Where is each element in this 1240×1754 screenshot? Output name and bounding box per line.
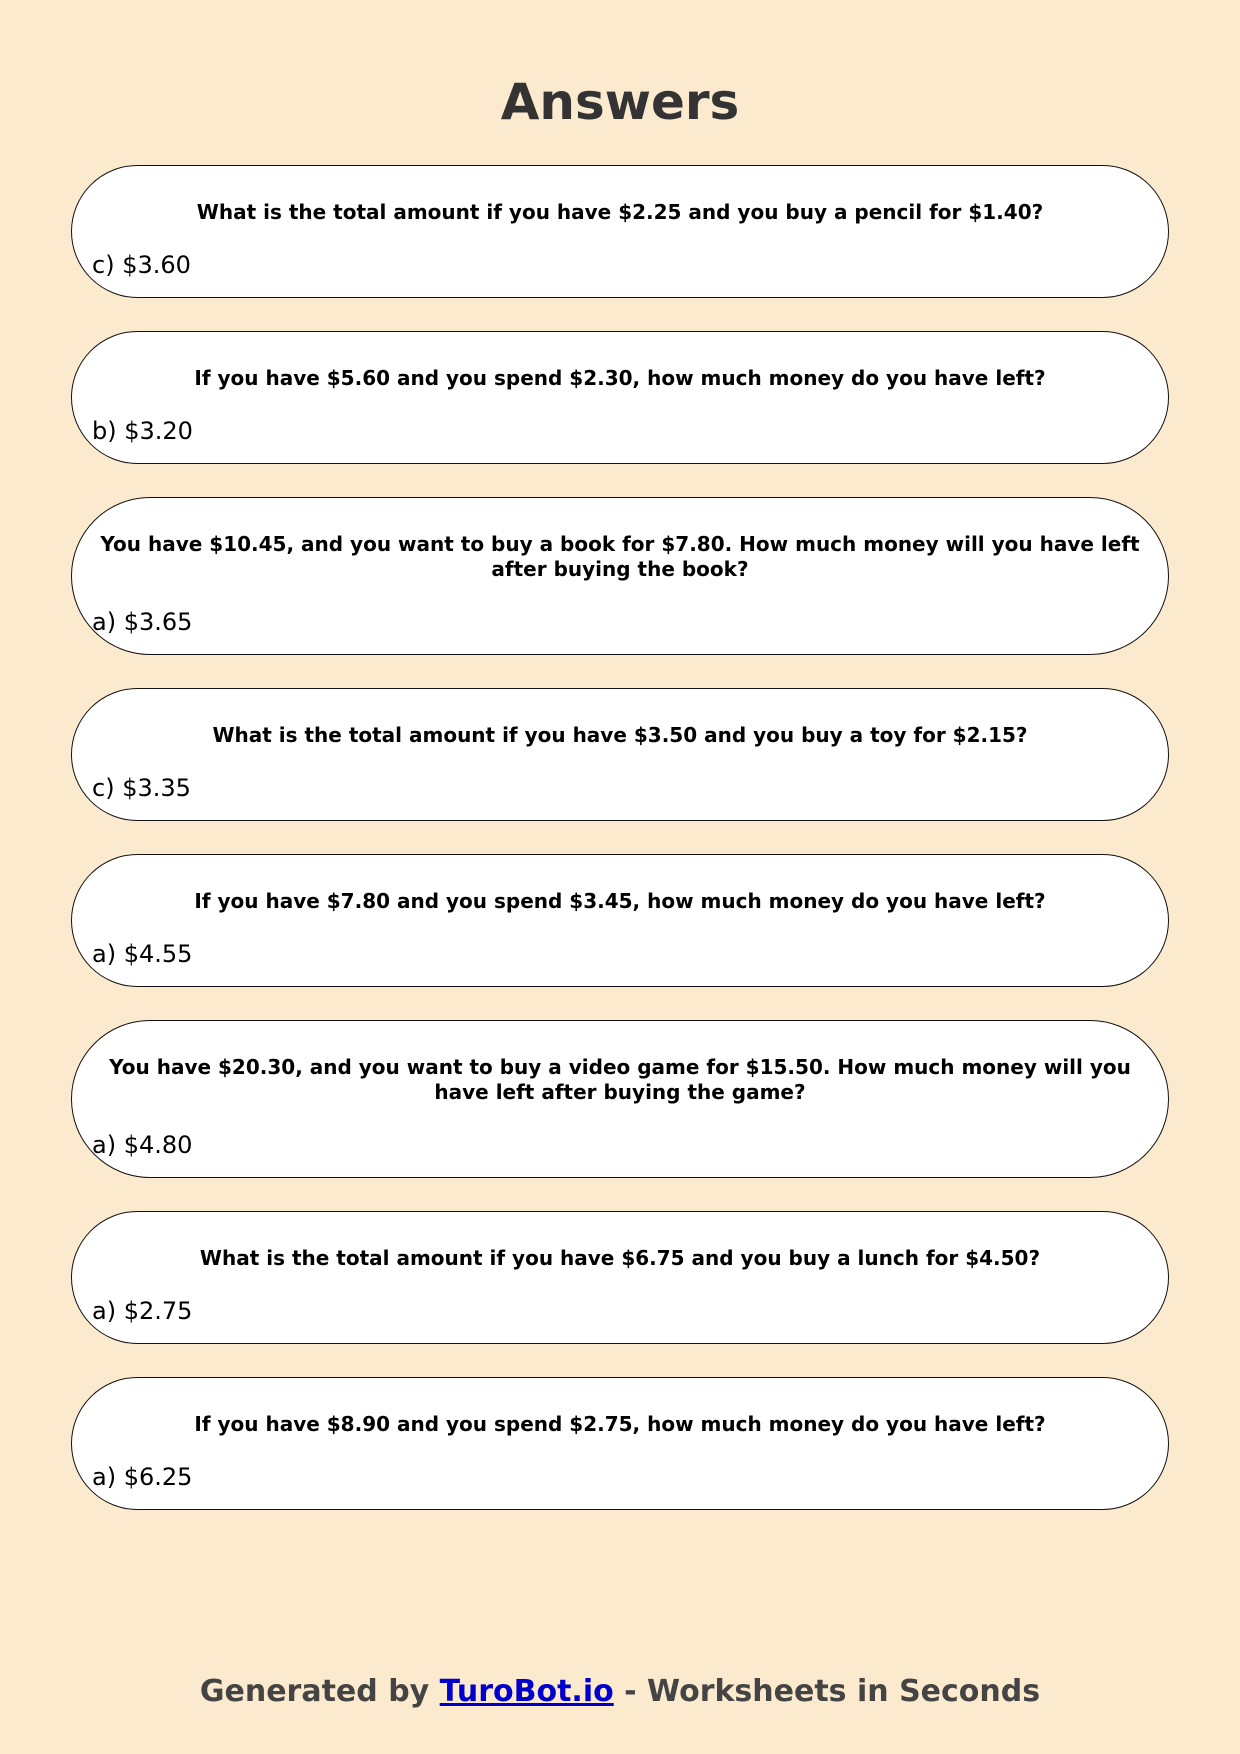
answer-text: a) $2.75: [92, 1297, 193, 1325]
question-text: You have $10.45, and you want to buy a book for $7.80. How much money will you have left after buying the book?: [100, 532, 1140, 581]
answer-text: b) $3.20: [92, 417, 193, 445]
answer-card-4: [71, 688, 1169, 821]
answer-text: a) $3.65: [92, 608, 193, 636]
question-text: What is the total amount if you have $6.75 and you buy a lunch for $4.50?: [199, 1246, 1041, 1270]
question-text: What is the total amount if you have $2.25 and you buy a pencil for $1.40?: [196, 200, 1044, 224]
answer-card-1: [71, 165, 1169, 298]
answer-text: c) $3.35: [92, 774, 191, 802]
answer-card-5: [71, 854, 1169, 987]
answer-list: [71, 165, 1169, 1543]
answer-card-8: [71, 1377, 1169, 1510]
page-title: Answers: [500, 73, 740, 131]
question-text: You have $20.30, and you want to buy a video game for $15.50. How much money will you have left after buying the game?: [109, 1055, 1131, 1104]
answer-card-6: [71, 1020, 1169, 1178]
footer: [0, 1672, 1240, 1712]
footer-prefix: Generated by: [199, 1674, 440, 1709]
answer-card-3: [71, 497, 1169, 655]
question-text: What is the total amount if you have $3.50 and you buy a toy for $2.15?: [212, 723, 1028, 747]
answer-card-7: [71, 1211, 1169, 1344]
answer-card-2: [71, 331, 1169, 464]
question-text: If you have $8.90 and you spend $2.75, how much money do you have left?: [194, 1412, 1046, 1436]
answer-text: a) $4.55: [92, 940, 193, 968]
answer-text: a) $6.25: [92, 1463, 193, 1491]
answer-text: a) $4.80: [92, 1131, 193, 1159]
answer-text: c) $3.60: [92, 251, 191, 279]
question-text: If you have $5.60 and you spend $2.30, how much money do you have left?: [194, 366, 1046, 390]
footer-suffix: - Worksheets in Seconds: [613, 1674, 1041, 1709]
turobot-link[interactable]: TuroBot.io: [439, 1674, 614, 1709]
question-text: If you have $7.80 and you spend $3.45, how much money do you have left?: [194, 889, 1046, 913]
